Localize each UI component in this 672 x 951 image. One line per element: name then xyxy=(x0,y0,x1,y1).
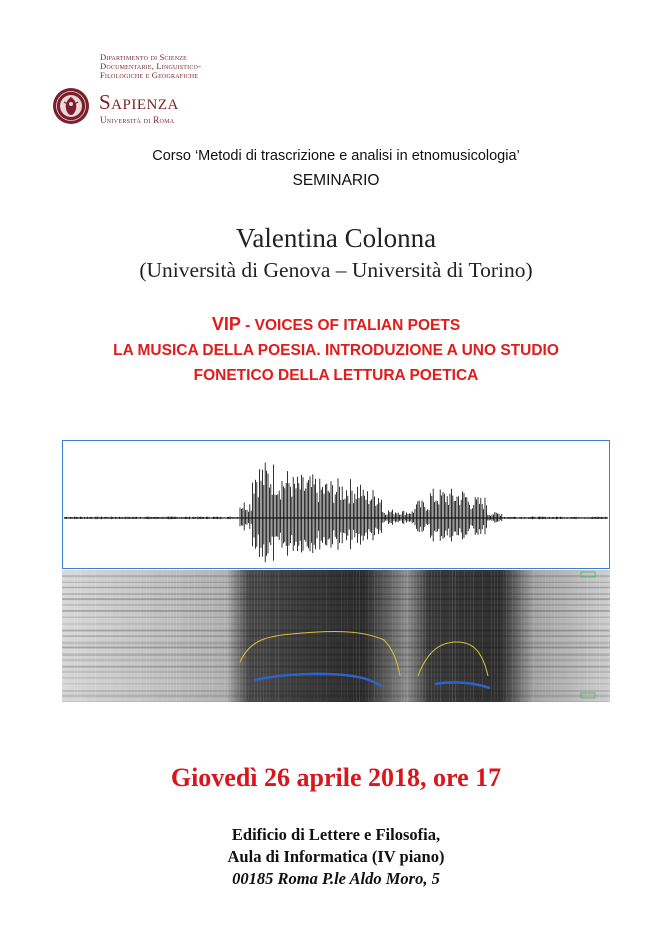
spectrogram-column xyxy=(584,570,585,702)
spectrogram-column xyxy=(578,570,579,702)
spectrogram-column xyxy=(425,570,426,702)
spectrogram-column xyxy=(437,570,438,702)
spectrogram-column xyxy=(185,570,186,702)
spectrogram-column xyxy=(284,570,285,702)
spectrogram-column xyxy=(356,570,357,702)
venue xyxy=(0,824,672,890)
spectrogram-column xyxy=(98,570,99,702)
spectrogram-column xyxy=(353,570,354,702)
spectrogram-column xyxy=(485,570,486,702)
spectrogram-column xyxy=(257,570,258,702)
spectrogram-column xyxy=(335,570,336,702)
spectrogram-column xyxy=(395,570,396,702)
spectrogram-column xyxy=(305,570,306,702)
course-title: Corso ‘Metodi di trascrizione e analisi in etnomusicologia’ xyxy=(152,148,520,164)
spectrogram-column xyxy=(164,570,165,702)
talk-title-line-3: FONETICO DELLA LETTURA POETICA xyxy=(193,367,479,384)
event-date: Giovedì 26 aprile 2018, ore 17 xyxy=(170,763,502,792)
spectrogram-column xyxy=(401,570,402,702)
spectrogram-column xyxy=(491,570,492,702)
university-city: Università di Roma xyxy=(100,115,175,125)
department-line-1: Dipartimento di Scienze xyxy=(100,52,188,62)
spectrogram-column xyxy=(134,570,135,702)
spectrogram-column xyxy=(518,570,519,702)
waveform-panel xyxy=(63,441,610,569)
spectrogram-column xyxy=(62,570,63,702)
spectrogram-column xyxy=(344,570,345,702)
spectrogram-column xyxy=(170,570,171,702)
spectrogram-column xyxy=(242,570,243,702)
spectrogram-column xyxy=(149,570,150,702)
spectrogram-column xyxy=(155,570,156,702)
spectrogram-column xyxy=(269,570,270,702)
spectrogram-column xyxy=(296,570,297,702)
spectrogram-column xyxy=(299,570,300,702)
venue-room: Aula di Informatica (IV piano) xyxy=(227,847,445,866)
spectrogram-column xyxy=(407,570,408,702)
spectrogram-column xyxy=(602,570,603,702)
talk-subtitle: - VOICES OF ITALIAN POETS xyxy=(240,317,461,334)
spectrogram-column xyxy=(86,570,87,702)
spectrogram-column xyxy=(581,570,582,702)
spectrogram-column xyxy=(527,570,528,702)
spectrogram-column xyxy=(152,570,153,702)
spectrogram-column xyxy=(137,570,138,702)
spectrogram-column xyxy=(311,570,312,702)
spectrogram-column xyxy=(329,570,330,702)
spectrogram-column xyxy=(65,570,66,702)
spectrogram-column xyxy=(605,570,606,702)
spectrogram-column xyxy=(548,570,549,702)
spectrogram-column xyxy=(140,570,141,702)
spectrogram-column xyxy=(122,570,123,702)
spectrogram-column xyxy=(413,570,414,702)
spectrogram-column xyxy=(95,570,96,702)
spectrogram-column xyxy=(173,570,174,702)
spectrogram-column xyxy=(521,570,522,702)
spectrogram-column xyxy=(203,570,204,702)
spectrogram-column xyxy=(572,570,573,702)
spectrogram-column xyxy=(560,570,561,702)
spectrogram-column xyxy=(131,570,132,702)
spectrogram-column xyxy=(512,570,513,702)
spectrogram-column xyxy=(233,570,234,702)
venue-building: Edificio di Lettere e Filosofia, xyxy=(231,825,441,844)
spectrogram-column xyxy=(410,570,411,702)
spectrogram-column xyxy=(218,570,219,702)
venue-address: 00185 Roma P.le Aldo Moro, 5 xyxy=(232,869,440,888)
waveform-spectrogram-figure xyxy=(62,440,610,702)
spectrogram-column xyxy=(488,570,489,702)
spectrogram-column xyxy=(338,570,339,702)
spectrogram-column xyxy=(74,570,75,702)
spectrogram-column xyxy=(293,570,294,702)
spectrogram-column xyxy=(161,570,162,702)
spectrogram-column xyxy=(308,570,309,702)
spectrogram-column xyxy=(545,570,546,702)
department-name xyxy=(100,53,201,80)
spectrogram-column xyxy=(530,570,531,702)
spectrogram-column xyxy=(68,570,69,702)
spectrogram-column xyxy=(431,570,432,702)
spectrogram-column xyxy=(323,570,324,702)
spectrogram-column xyxy=(587,570,588,702)
spectrogram-column xyxy=(287,570,288,702)
spectrogram-column xyxy=(116,570,117,702)
spectrogram-column xyxy=(215,570,216,702)
spectrogram-column xyxy=(482,570,483,702)
spectrogram-column xyxy=(419,570,420,702)
spectrogram-column xyxy=(392,570,393,702)
spectrogram-column xyxy=(272,570,273,702)
talk-acronym: VIP xyxy=(211,314,241,334)
spectrogram-column xyxy=(248,570,249,702)
spectrogram-column xyxy=(608,570,609,702)
talk-title xyxy=(0,312,672,388)
spectrogram-column xyxy=(113,570,114,702)
spectrogram-column xyxy=(320,570,321,702)
department-line-3: Filologiche e Geografiche xyxy=(100,70,199,80)
spectrogram-column xyxy=(119,570,120,702)
spectrogram-column xyxy=(569,570,570,702)
spectrogram-column xyxy=(239,570,240,702)
spectrogram-column xyxy=(221,570,222,702)
spectrogram-column xyxy=(80,570,81,702)
spectrogram-column xyxy=(476,570,477,702)
university-name: Sapienza xyxy=(99,90,179,114)
spectrogram-column xyxy=(509,570,510,702)
spectrogram-column xyxy=(473,570,474,702)
speaker-name: Valentina Colonna xyxy=(235,223,437,253)
spectrogram-column xyxy=(362,570,363,702)
spectrogram-column xyxy=(554,570,555,702)
spectrogram-column xyxy=(254,570,255,702)
spectrogram-column xyxy=(383,570,384,702)
spectrogram-column xyxy=(263,570,264,702)
spectrogram-column xyxy=(104,570,105,702)
spectrogram-column xyxy=(167,570,168,702)
spectrogram-column xyxy=(506,570,507,702)
spectrogram-column xyxy=(368,570,369,702)
spectrogram-column xyxy=(503,570,504,702)
spectrogram-column xyxy=(230,570,231,702)
spectrogram-column xyxy=(542,570,543,702)
spectrogram-column xyxy=(365,570,366,702)
spectrogram-column xyxy=(524,570,525,702)
spectrogram-column xyxy=(182,570,183,702)
spectrogram-column xyxy=(290,570,291,702)
spectrogram-column xyxy=(593,570,594,702)
spectrogram-column xyxy=(479,570,480,702)
spectrogram-column xyxy=(158,570,159,702)
spectrogram-column xyxy=(347,570,348,702)
spectrogram-column xyxy=(557,570,558,702)
spectrogram-column xyxy=(539,570,540,702)
spectrogram-column xyxy=(200,570,201,702)
spectrogram-column xyxy=(227,570,228,702)
sapienza-seal-icon xyxy=(52,87,90,125)
spectrogram-column xyxy=(212,570,213,702)
spectrogram-column xyxy=(377,570,378,702)
spectrogram-column xyxy=(359,570,360,702)
spectrogram-column xyxy=(314,570,315,702)
spectrogram-column xyxy=(224,570,225,702)
spectrogram-column xyxy=(404,570,405,702)
spectrogram-column xyxy=(497,570,498,702)
spectrogram-column xyxy=(341,570,342,702)
spectrogram-column xyxy=(566,570,567,702)
spectrogram-column xyxy=(245,570,246,702)
spectrogram-column xyxy=(563,570,564,702)
spectrogram-column xyxy=(83,570,84,702)
department-line-2: Documentarie, Linguistico- xyxy=(100,61,202,71)
spectrogram-column xyxy=(191,570,192,702)
spectrogram-column xyxy=(332,570,333,702)
spectrogram-column xyxy=(188,570,189,702)
spectrogram-column xyxy=(143,570,144,702)
spectrogram-column xyxy=(434,570,435,702)
spectrogram-column xyxy=(515,570,516,702)
spectrogram-column xyxy=(350,570,351,702)
spectrogram-column xyxy=(590,570,591,702)
spectrogram-column xyxy=(500,570,501,702)
spectrogram-column xyxy=(302,570,303,702)
spectrogram-column xyxy=(179,570,180,702)
spectrogram-column xyxy=(107,570,108,702)
spectrogram-column xyxy=(398,570,399,702)
spectrogram-column xyxy=(416,570,417,702)
spectrogram-column xyxy=(599,570,600,702)
spectrogram-column xyxy=(422,570,423,702)
spectrogram-column xyxy=(281,570,282,702)
spectrogram-column xyxy=(92,570,93,702)
spectrogram-column xyxy=(77,570,78,702)
spectrogram-column xyxy=(428,570,429,702)
spectrogram-column xyxy=(89,570,90,702)
event-type: SEMINARIO xyxy=(292,172,380,189)
spectrogram-column xyxy=(575,570,576,702)
spectrogram-column xyxy=(251,570,252,702)
spectrogram-column xyxy=(236,570,237,702)
spectrogram-column xyxy=(71,570,72,702)
spectrogram-column xyxy=(266,570,267,702)
spectrogram-column xyxy=(551,570,552,702)
spectrogram-column xyxy=(197,570,198,702)
speaker-affiliation: (Università di Genova – Università di Torino) xyxy=(139,258,533,282)
spectrogram-column xyxy=(125,570,126,702)
spectrogram-column xyxy=(110,570,111,702)
spectrogram-column xyxy=(380,570,381,702)
spectrogram-column xyxy=(389,570,390,702)
spectrogram-column xyxy=(386,570,387,702)
spectrogram-column xyxy=(176,570,177,702)
spectrogram-column xyxy=(146,570,147,702)
talk-title-line-1 xyxy=(0,312,672,338)
spectrogram-column xyxy=(317,570,318,702)
spectrogram-column xyxy=(596,570,597,702)
spectrogram-column xyxy=(101,570,102,702)
spectrogram-column xyxy=(260,570,261,702)
spectrogram-column xyxy=(326,570,327,702)
spectrogram-column xyxy=(494,570,495,702)
spectrogram-column xyxy=(206,570,207,702)
spectrogram-column xyxy=(209,570,210,702)
spectrogram-column xyxy=(128,570,129,702)
spectrogram-column xyxy=(533,570,534,702)
spectrogram-column xyxy=(536,570,537,702)
spectrogram-column xyxy=(194,570,195,702)
talk-title-line-2: LA MUSICA DELLA POESIA. INTRODUZIONE A UNO STUDIO xyxy=(113,342,559,359)
